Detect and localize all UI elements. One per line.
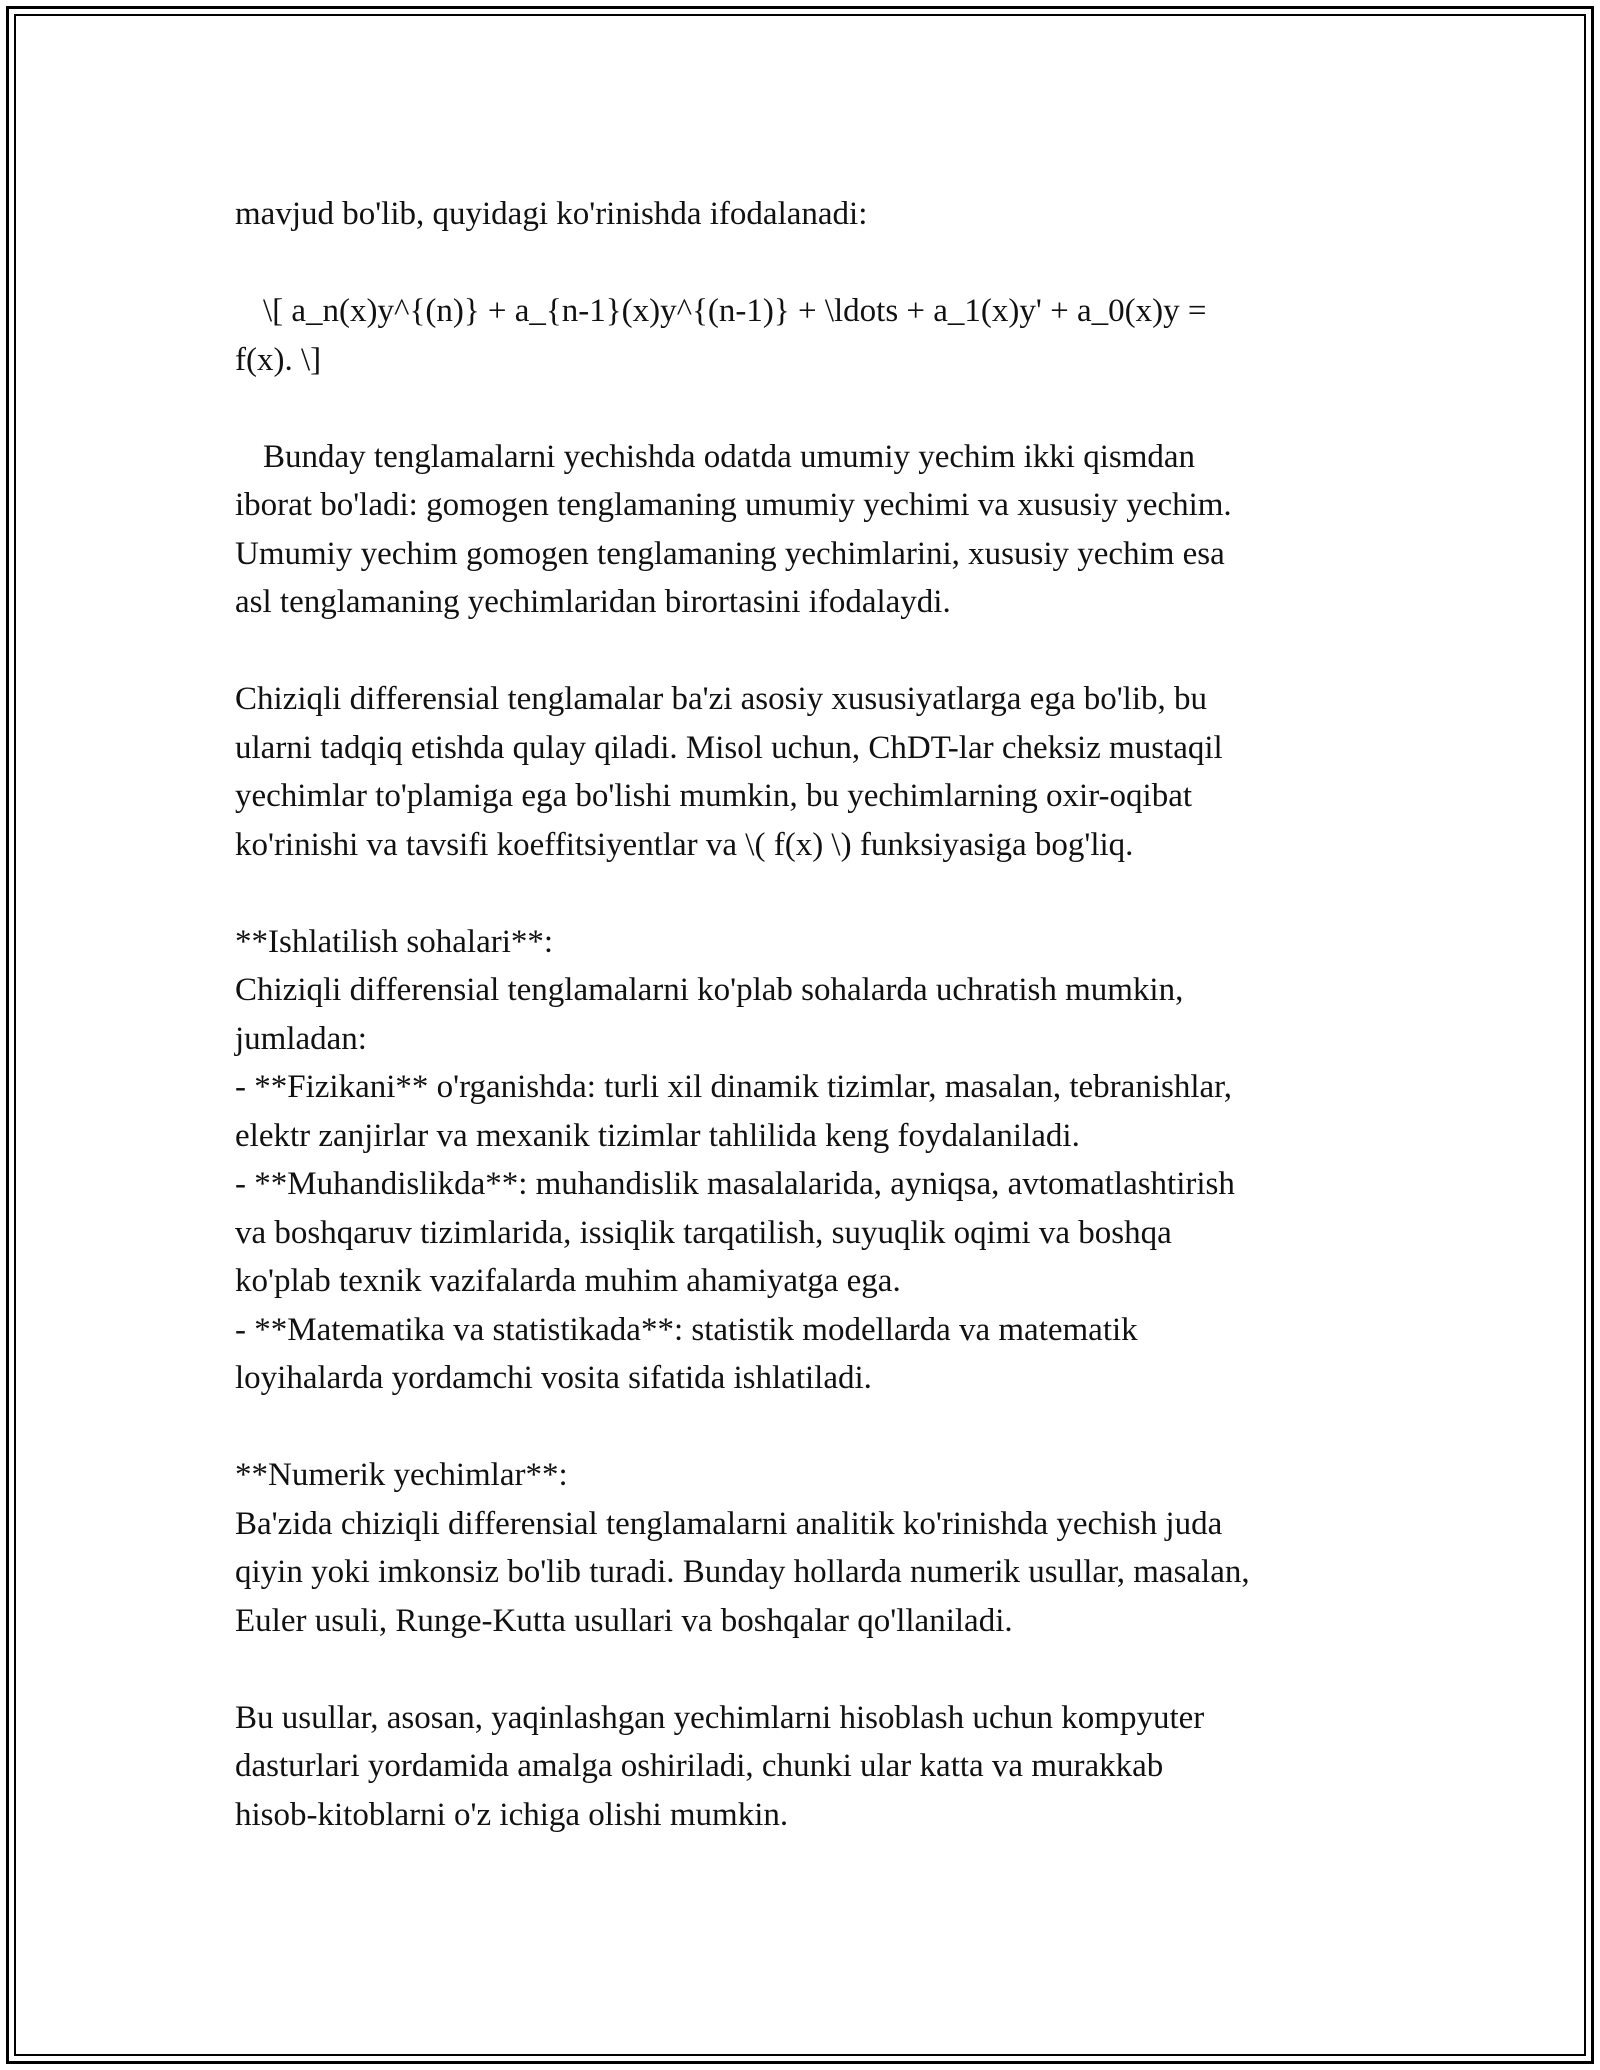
text-line: ko'rinishi va tavsifi koeffitsiyentlar va \( f(x) \) funksiyasiga bog'liq. [235, 826, 1134, 863]
text-line: - **Muhandislikda**: muhandislik masalalarida, ayniqsa, avtomatlashtirish [235, 1166, 1235, 1202]
text-line: loyihalarda yordamchi vosita sifatida ishlatiladi. [235, 1360, 872, 1396]
text-line: yechimlar to'plamiga ega bo'lishi mumkin, bu yechimlarning oxir-oqibat [235, 778, 1193, 814]
text-line: jumladan: [235, 1020, 367, 1057]
text-line: va boshqaruv tizimlarida, issiqlik tarqatilish, suyuqlik oqimi va boshqa [235, 1214, 1172, 1251]
paragraph-intro-continuation [235, 190, 1375, 239]
text-line: elektr zanjirlar va mexanik tizimlar tahlilida keng foydalaniladi. [235, 1117, 1080, 1154]
document-body [235, 190, 1375, 1888]
text-line: Ba'zida chiziqli differensial tenglamalarni analitik ko'rinishda yechish juda [235, 1505, 1223, 1542]
paragraph-applications [235, 918, 1375, 1403]
text-line: **Ishlatilish sohalari**: [235, 923, 554, 960]
text-line: ularni tadqiq etishda qulay qiladi. Misol uchun, ChDT-lar cheksiz mustaqil [235, 729, 1223, 766]
text-line: **Numerik yechimlar**: [235, 1457, 568, 1493]
paragraph-numeric-solutions [235, 1451, 1375, 1645]
text-line: hisob-kitoblarni o'z ichiga olishi mumkin. [235, 1796, 789, 1833]
text-line: f(x). \] [235, 341, 322, 378]
paragraph-general-solution [235, 433, 1375, 627]
text-line: Chiziqli differensial tenglamalarni ko'plab sohalarda uchratish mumkin, [235, 972, 1184, 1008]
paragraph-computation [235, 1694, 1375, 1840]
text-line: - **Fizikani** o'rganishda: turli xil dinamik tizimlar, masalan, tebranishlar, [235, 1069, 1233, 1105]
text-line: Chiziqli differensial tenglamalar ba'zi asosiy xususiyatlarga ega bo'lib, bu [235, 681, 1208, 717]
text-line: Umumiy yechim gomogen tenglamaning yechimlarini, xususiy yechim esa [235, 535, 1225, 572]
text-line: iborat bo'ladi: gomogen tenglamaning umumiy yechimi va xususiy yechim. [235, 487, 1232, 523]
text-line: dasturlari yordamida amalga oshiriladi, chunki ular katta va murakkab [235, 1748, 1164, 1784]
text-line: - **Matematika va statistikada**: statistik modellarda va matematik [235, 1311, 1138, 1348]
text-line: qiyin yoki imkonsiz bo'lib turadi. Bunday hollarda numerik usullar, masalan, [235, 1554, 1250, 1590]
text-line: \[ a_n(x)y^{(n)} + a_{n-1}(x)y^{(n-1)} + \ldots + a_1(x)y' + a_0(x)y = [263, 293, 1207, 329]
text-line: mavjud bo'lib, quyidagi ko'rinishda ifodalanadi: [235, 196, 868, 232]
text-line: asl tenglamaning yechimlaridan birortasini ifodalaydi. [235, 584, 951, 620]
text-line: Euler usuli, Runge-Kutta usullari va boshqalar qo'llaniladi. [235, 1602, 1013, 1639]
text-line: ko'plab texnik vazifalarda muhim ahamiyatga ega. [235, 1263, 901, 1299]
text-line: Bu usullar, asosan, yaqinlashgan yechimlarni hisoblash uchun kompyuter [235, 1699, 1205, 1736]
paragraph-equation [235, 287, 1375, 384]
paragraph-properties [235, 675, 1375, 869]
text-line: Bunday tenglamalarni yechishda odatda umumiy yechim ikki qismdan [263, 438, 1196, 475]
